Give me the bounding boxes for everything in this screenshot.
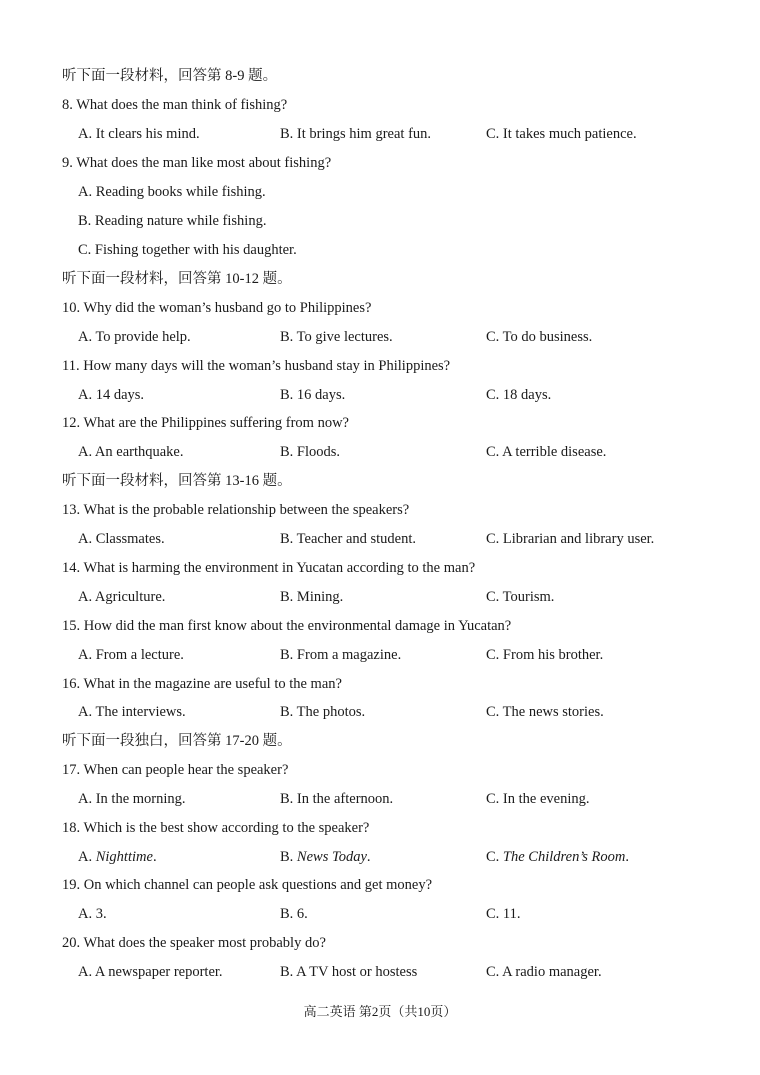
q17-option-b: B. In the afternoon.	[280, 791, 394, 807]
q8-option-a: A. It clears his mind.	[78, 126, 200, 142]
q19-option-a: A. 3.	[78, 906, 107, 922]
question-9: 9. What does the man like most about fishing?	[62, 155, 332, 171]
q18-option-b	[280, 846, 371, 868]
q9-option-b: B. Reading nature while fishing.	[78, 213, 267, 229]
q18-option-c	[486, 846, 629, 868]
q20-option-c: C. A radio manager.	[486, 964, 602, 980]
q19-option-c: C. 11.	[486, 906, 521, 922]
option-punct: .	[152, 849, 157, 865]
q12-option-b: B. Floods.	[280, 444, 341, 460]
question-16: 16. What in the magazine are useful to the man?	[62, 676, 342, 692]
q8-option-c: C. It takes much patience.	[486, 126, 637, 142]
question-19: 19. On which channel can people ask questions and get money?	[62, 877, 433, 893]
question-13: 13. What is the probable relationship between the speakers?	[62, 502, 410, 518]
option-punct: .	[625, 849, 629, 865]
q12-option-a: A. An earthquake.	[78, 444, 184, 460]
section-heading: 听下面一段独白，回答第 17-20 题。	[62, 733, 292, 749]
q11-option-b: B. 16 days.	[280, 387, 346, 403]
q9-option-a: A. Reading books while fishing.	[78, 184, 266, 200]
q13-option-a: A. Classmates.	[78, 531, 165, 547]
option-punct: .	[366, 849, 371, 865]
option-letter: A.	[78, 849, 96, 865]
q16-option-c: C. The news stories.	[486, 704, 604, 720]
q14-option-a: A. Agriculture.	[78, 589, 166, 605]
option-letter: B.	[280, 849, 297, 865]
q19-option-b: B. 6.	[280, 906, 308, 922]
page-footer: 高二英语 第2页（共10页）	[303, 1004, 457, 1019]
q11-option-c: C. 18 days.	[486, 387, 552, 403]
show-title: Nighttime	[95, 849, 153, 865]
question-20: 20. What does the speaker most probably do?	[62, 935, 326, 951]
section-heading: 听下面一段材料，回答第 10-12 题。	[62, 271, 292, 287]
q16-option-a: A. The interviews.	[78, 704, 186, 720]
question-12: 12. What are the Philippines suffering from now?	[62, 415, 349, 431]
question-10: 10. Why did the woman’s husband go to Philippines?	[62, 300, 372, 316]
question-15: 15. How did the man first know about the environmental damage in Yucatan?	[62, 618, 512, 634]
q16-option-b: B. The photos.	[280, 704, 366, 720]
option-letter: C.	[486, 849, 503, 865]
q12-option-c: C. A terrible disease.	[486, 444, 607, 460]
question-11: 11. How many days will the woman’s husband stay in Philippines?	[62, 358, 451, 374]
q14-option-b: B. Mining.	[280, 589, 344, 605]
q18-option-a	[78, 846, 157, 868]
q8-option-b: B. It brings him great fun.	[280, 126, 432, 142]
q10-option-c: C. To do business.	[486, 329, 593, 345]
q13-option-b: B. Teacher and student.	[280, 531, 417, 547]
question-18: 18. Which is the best show according to the speaker?	[62, 820, 370, 836]
q15-option-b: B. From a magazine.	[280, 647, 402, 663]
section-heading: 听下面一段材料，回答第 8-9 题。	[62, 68, 278, 84]
q11-option-a: A. 14 days.	[78, 387, 145, 403]
q9-option-c: C. Fishing together with his daughter.	[78, 242, 297, 258]
show-title: The Children’s Room	[502, 849, 626, 865]
q20-option-b: B. A TV host or hostess	[280, 964, 418, 980]
q17-option-a: A. In the morning.	[78, 791, 186, 807]
q20-option-a: A. A newspaper reporter.	[78, 964, 223, 980]
q17-option-c: C. In the evening.	[486, 791, 590, 807]
question-17: 17. When can people hear the speaker?	[62, 762, 289, 778]
q14-option-c: C. Tourism.	[486, 589, 555, 605]
q10-option-b: B. To give lectures.	[280, 329, 393, 345]
section-heading: 听下面一段材料，回答第 13-16 题。	[62, 473, 292, 489]
q15-option-a: A. From a lecture.	[78, 647, 184, 663]
q15-option-c: C. From his brother.	[486, 647, 604, 663]
q10-option-a: A. To provide help.	[78, 329, 191, 345]
question-14: 14. What is harming the environment in Yucatan according to the man?	[62, 560, 476, 576]
show-title: News Today	[296, 849, 367, 865]
q13-option-c: C. Librarian and library user.	[486, 531, 655, 547]
question-8: 8. What does the man think of fishing?	[62, 97, 288, 113]
